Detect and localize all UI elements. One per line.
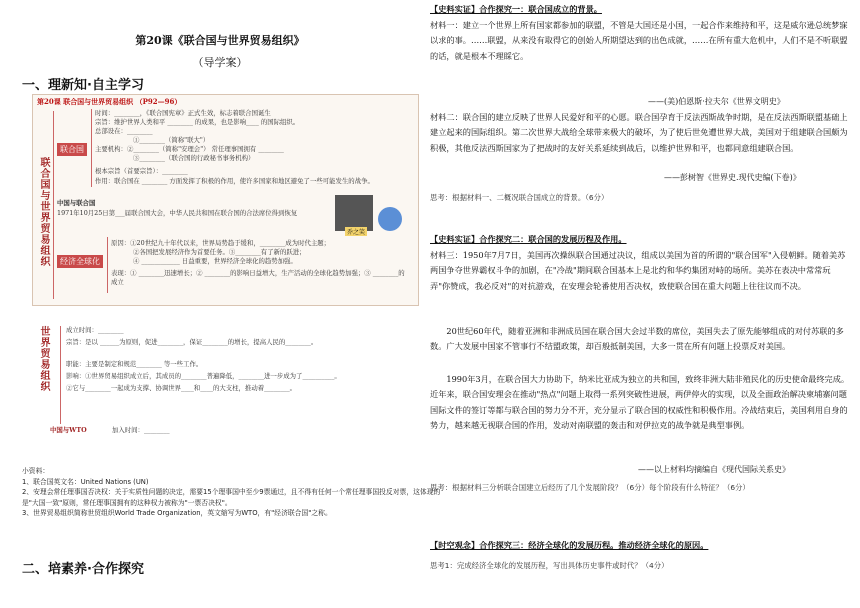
photo-caption: 乔之笑 <box>347 229 366 236</box>
note-2: 2、安理会常任理事国否决权：关于实质性问题的决定，需要15个理事国中至少9票通过，且不得有任何一个常任理事国投反对票，这体现的是"大国一致"原则，常任理事国拥有的这种权力被称为"一票否决权"。 <box>22 488 441 507</box>
un-role: 作用：联合国在 ________ 方面发挥了积极的作用，使许多国家和地区避免了一些可能发生的战争。 <box>95 177 374 185</box>
material-3b: 20世纪60年代，随着亚洲和非洲成员国在联合国大会过半数的席位，美国失去了原先能够组成的对付苏联的多数。广大发展中国家不管事行不结盟政策，却百般抵制美国，大多一贯在所有问题上投票反对美国。 <box>430 326 844 352</box>
eco-reason-2: ②各国把发展经济作为首要任务。③________有了新的跃进； <box>133 248 306 256</box>
bracket-line <box>53 111 54 299</box>
wto-diagram <box>32 318 417 454</box>
wto-impact-2: ②它与________一起成为支撑、协调世界____和____的大支柱，推动着________。 <box>66 384 297 392</box>
knowledge-diagram <box>32 94 419 306</box>
lesson-subtitle: （导学案） <box>192 56 248 69</box>
china-wto-text: 加入时间：________ <box>112 426 170 434</box>
un-logo-icon <box>378 207 402 231</box>
block3-title: 【时空观念】合作探究三：经济全球化的发展历程。推动经济全球化的原因。 <box>430 540 709 550</box>
material-2-cite: ——彭树智《世界史.现代史编(下卷)》 <box>664 173 801 182</box>
question-3: 思考1：完成经济全球化的发展历程，写出具体历史事件或时代？（4分） <box>430 561 669 570</box>
un-purpose-line: 宗旨：维护世界人类和平 ________ 的成果，也是影响____ 的国际组织。 <box>95 118 300 126</box>
notes-block <box>22 466 442 519</box>
china-wto-label: 中国与WTO <box>50 426 87 434</box>
un-time-line: 时间：________，《联合国宪章》正式生效，标志着联合国诞生 <box>95 109 271 117</box>
question-2: 思考：根据材料三分析联合国建立后经历了几个发展阶段？（6分）每个阶段有什么特征？（6分） <box>430 483 750 492</box>
material-3-cite: ——以上材料均摘编自《现代国际关系史》 <box>638 465 790 474</box>
notes-head: 小资料： <box>22 467 50 475</box>
note-1: 1、联合国英文名：United Nations (UN) <box>22 477 149 486</box>
wto-founded: 成立时间：________ <box>66 326 124 334</box>
material-2: 材料二：联合国的建立反映了世界人民爱好和平的心愿。联合国孕育于反法西斯战争时期，是在反法西斯联盟基础上建立起来的国际组织。第二次世界大战给全球带来极大的破坏，为了使后世免遭世界大战，美国对于组建联合国颇为积极，其他反法西斯国家为了把战时的友好关系延续到战后，以维护世界和平，也都同意组建联合国。 <box>430 112 848 153</box>
historical-photo <box>335 195 373 231</box>
eco-box: 经济全球化 <box>57 255 103 268</box>
wto-impact-1: 影响：①世界贸易组织成立后，其成员的________普遍降低，________进一步成为了__________。 <box>66 372 341 380</box>
wto-purpose: 宗旨：是以 ______为原则，促进________，保证________的增长，提高人民的________。 <box>66 338 318 346</box>
un-box: 联合国 <box>57 143 87 156</box>
eco-performance: 表现：① ________迅速增长；② ________的影响日益增大，生产活动的全球化趋势加强；③ ________的成立 <box>111 269 405 287</box>
eco-reason-1: 原因：①20世纪九十年代以来，世界局势趋于缓和，________成为时代主题； <box>111 239 331 247</box>
bracket-line-un <box>91 109 92 187</box>
china-un-heading: 中国与联合国 <box>57 199 96 207</box>
material-1-cite: ——(美)伯恩斯·拉夫尔《世界文明史》 <box>648 97 785 106</box>
china-un-text: 1971年10月25日第___届联合国大会，中华人民共和国在联合国的合法席位得到恢复 <box>57 209 298 217</box>
material-1: 材料一：建立一个世界上所有国家都参加的联盟，不管是大国还是小国，一起合作来维持和平，这是威尔逊总统梦寐以求的事。……联盟，从来没有取得它的创始人所期望达到的出色成就，……在所有重大危机中，人们不是不听联盟的话，就是根本不理睬它。 <box>430 20 848 61</box>
material-3a: 材料三：1950年7月7日，美国再次操纵联合国通过决议，组成以美国为首的所谓的"联合国军"入侵朝鲜。随着美苏两国争夺世界霸权斗争的加剧，在"冷战"期间联合国基本上是北约和华约集团对峙的场所。美苏在表决中常常玩弄"你赞成，我必反对"的对抗游戏，在安理会轮番使用否决权，致使联合国在重大问题上往往议而不决。 <box>430 250 846 291</box>
bracket-line-wto <box>60 326 61 424</box>
un-organ-3: ③________（联合国的行政秘书事务机构） <box>133 154 255 162</box>
un-hq-line: 总部设在：________ <box>95 127 153 135</box>
section-heading-2: 二、培素养·合作探究 <box>22 562 144 577</box>
eco-reason-3: ④ ____________ 日益重要，世界经济全球化的趋势加强。 <box>133 257 297 265</box>
wto-function: 职能：主要是制定和规范________ 等一些工作。 <box>66 360 203 368</box>
un-basic-purpose: 根本宗旨（首要宗旨）：________ <box>95 167 188 175</box>
question-1: 思考：根据材料一、二概况联合国成立的背景。（6分） <box>430 193 609 202</box>
material-3c: 1990年3月，在联合国大力协助下，纳米比亚成为独立的共和国，致终非洲大陆非殖民化的历史使命最终完成。近年来，联合国安理会在推动"热点"问题上取得一系列突破性进展，两伊停火的实现，以及全面政治解决柬埔寨问题国际文件的签订等都与联合国的努力分不开，充分显示了联合国的权威性和积极作用。冷战结束后，美国利用自身的势力，越来越无视联合国的作用，发动对南联盟的轰击和对伊拉克的战争就是典型事例。 <box>430 374 850 431</box>
diagram-banner: 第20课 联合国与世界贸易组织 （P92—96） <box>37 97 182 106</box>
diagram-side-label: 联合国与世界贸易组织 <box>38 157 49 267</box>
lesson-title: 第20课《联合国与世界贸易组织》 <box>135 34 305 47</box>
note-3: 3、世界贸易组织简称世贸组织World Trade Organization，英文缩写为WTO，有"经济联合国"之称。 <box>22 509 332 517</box>
block2-title: 【史料实证】合作探究二：联合国的发展历程及作用。 <box>430 234 627 244</box>
un-organ-2: 主要机构：②________（简称"安理会"） 常任理事国拥有 ________ <box>95 145 284 153</box>
wto-side-label: 世界贸易组织 <box>38 326 49 392</box>
section-heading-1: 一、理新知·自主学习 <box>22 78 144 93</box>
un-organ-1: ①________（简称"联大"） <box>133 136 210 144</box>
block1-title: 【史料实证】合作探究一：联合国成立的背景。 <box>430 4 602 14</box>
bracket-line-eco <box>107 237 108 293</box>
